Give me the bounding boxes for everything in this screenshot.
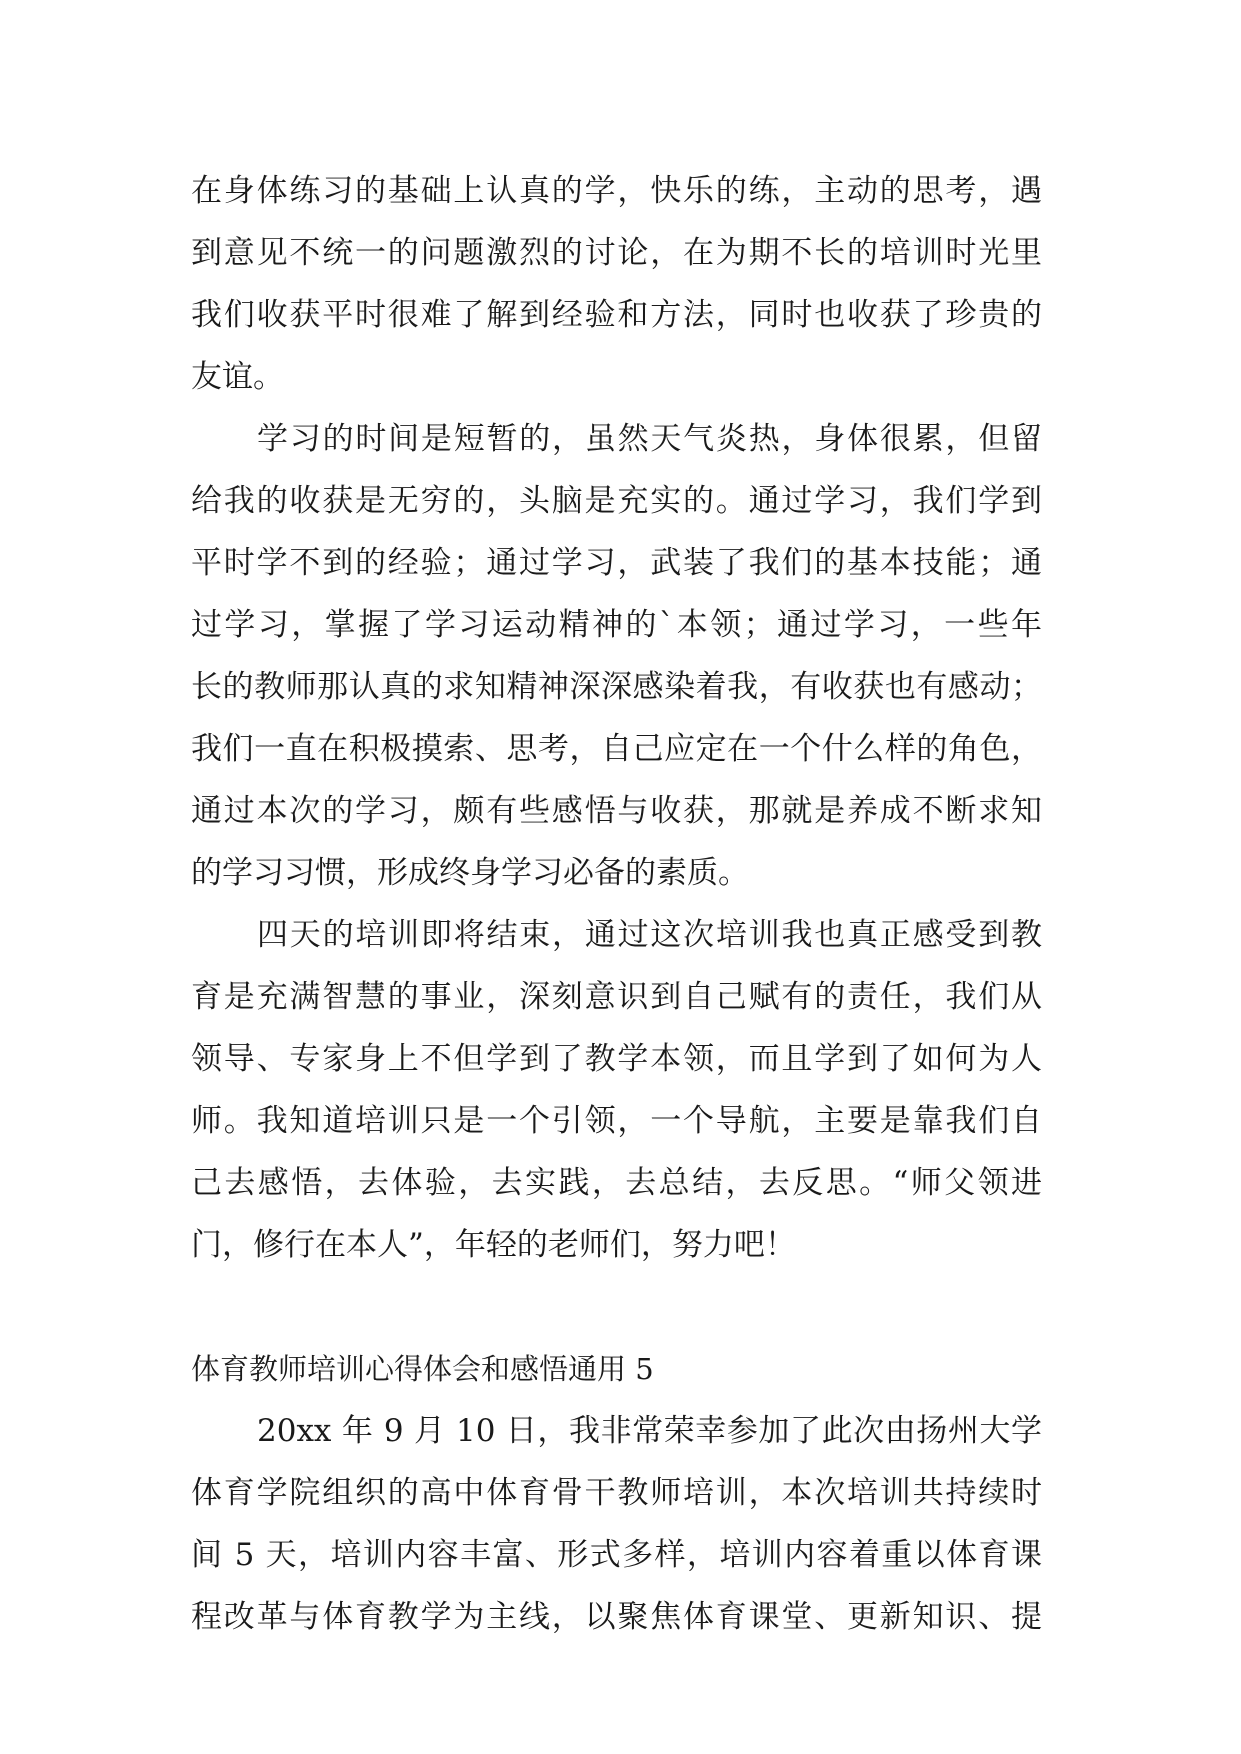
section-heading: 体育教师培训心得体会和感悟通用 5 [191,1352,654,1386]
text-line: 学习的时间是短暂的，虽然天气炎热，身体很累，但留 [257,421,1042,457]
paragraph [191,408,1042,904]
text-line: 四天的培训即将结束，通过这次培训我也真正感受到教 [257,917,1042,953]
text-line: 友谊。 [191,359,284,395]
text-line: 我们收获平时很难了解到经验和方法，同时也收获了珍贵的 [191,297,1042,333]
text-line: 程改革与体育教学为主线，以聚焦体育课堂、更新知识、提 [191,1599,1042,1635]
text-line: 门，修行在本人”，年轻的老师们，努力吧！ [191,1227,796,1263]
text-line: 平时学不到的经验；通过学习，武装了我们的基本技能；通 [191,545,1042,581]
text-line: 间 5 天，培训内容丰富、形式多样，培训内容着重以体育课 [191,1537,1042,1573]
paragraph [191,904,1042,1276]
text-line: 我们一直在积极摸索、思考，自己应定在一个什么样的角色， [191,731,1042,767]
paragraph [191,160,1042,408]
text-line: 长的教师那认真的求知精神深深感染着我，有收获也有感动； [191,669,1042,705]
text-line: 20xx 年 9 月 10 日，我非常荣幸参加了此次由扬州大学 [257,1413,1042,1449]
text-line: 在身体练习的基础上认真的学，快乐的练，主动的思考，遇 [191,173,1042,209]
text-line: 到意见不统一的问题激烈的讨论，在为期不长的培训时光里 [191,235,1042,271]
document-body [191,160,1042,1648]
text-line: 通过本次的学习，颇有些感悟与收获，那就是养成不断求知 [191,793,1042,829]
text-line: 给我的收获是无穷的，头脑是充实的。通过学习，我们学到 [191,483,1042,519]
text-line: 过学习，掌握了学习运动精神的`本领；通过学习，一些年 [191,607,1042,643]
section-spacer [191,1276,1042,1338]
text-line: 领导、专家身上不但学到了教学本领，而且学到了如何为人 [191,1041,1042,1077]
text-line: 体育学院组织的高中体育骨干教师培训，本次培训共持续时 [191,1475,1042,1511]
paragraph [191,1400,1042,1648]
text-line: 的学习习惯，形成终身学习必备的素质。 [191,855,749,891]
text-line: 己去感悟，去体验，去实践，去总结，去反思。“师父领进 [191,1165,1042,1201]
text-line: 育是充满智慧的事业，深刻意识到自己赋有的责任，我们从 [191,979,1042,1015]
text-line: 师。我知道培训只是一个引领，一个导航，主要是靠我们自 [191,1103,1042,1139]
